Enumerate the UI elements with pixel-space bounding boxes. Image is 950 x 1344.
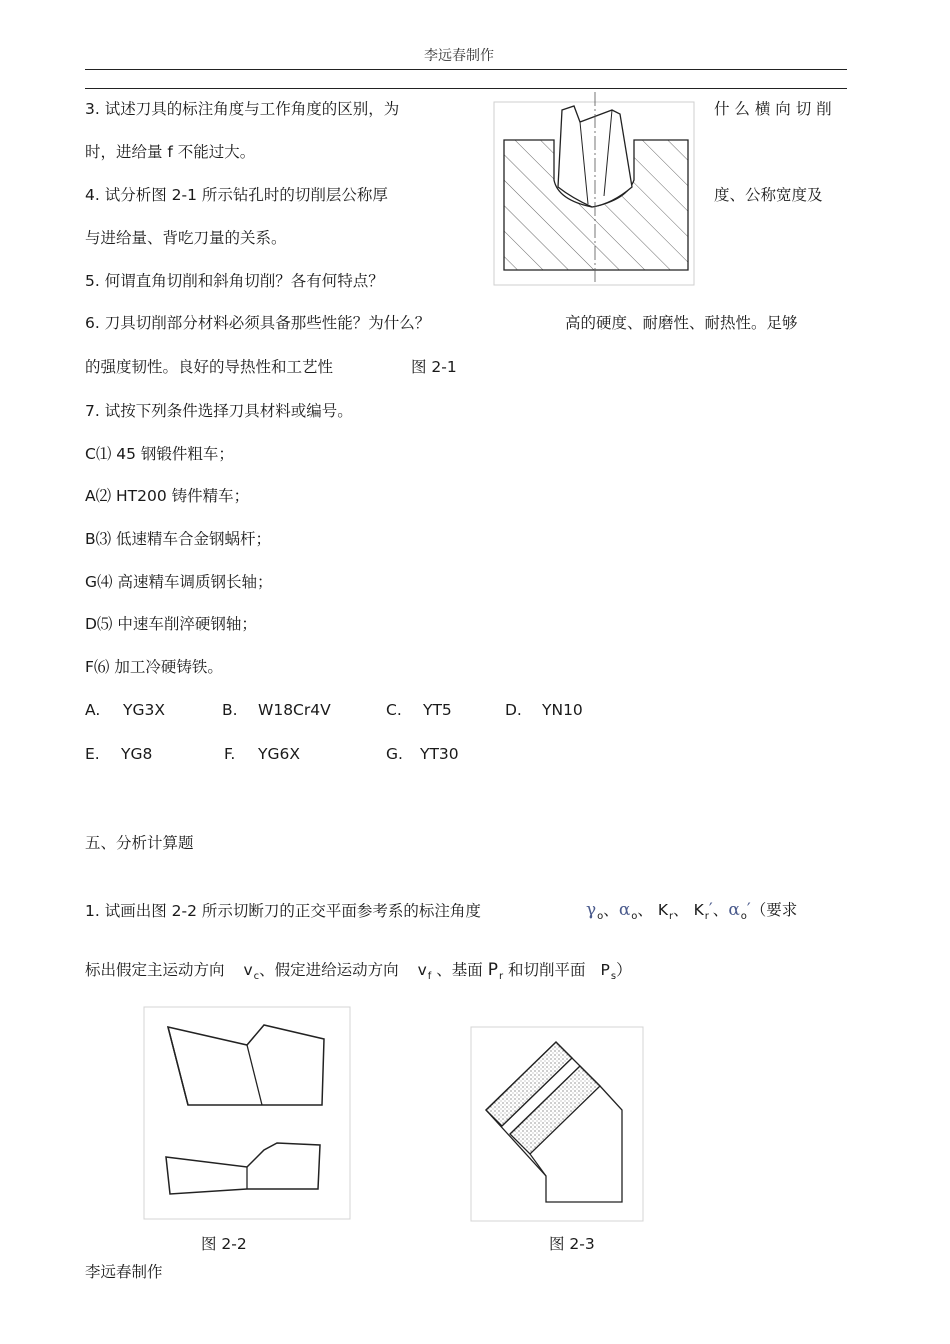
figure-2-3-caption: 图 2-3 xyxy=(549,1235,595,1253)
option-e-value: YG8 xyxy=(121,745,153,763)
ps-symbol: P xyxy=(600,961,610,979)
figure-2-3-angled-tool-diagram xyxy=(470,1026,645,1222)
q7-item-6: F⑹ 加工冷硬铸铁。 xyxy=(85,658,223,676)
header-rule-bottom xyxy=(85,88,847,89)
vc-symbol: v xyxy=(243,961,253,979)
s5-q1-line1-text: 1. 试画出图 2-2 所示切断刀的正交平面参考系的标注角度 xyxy=(85,902,481,920)
q4-line1-left: 4. 试分析图 2-1 所示钻孔时的切削层公称厚 xyxy=(85,186,388,204)
figure-2-2-cutoff-tool-diagram xyxy=(142,1005,352,1221)
alpha-o-prime-sub: o xyxy=(740,911,747,922)
ps-sub: s xyxy=(610,971,617,982)
q7-item-5: D⑸ 中速车削淬硬钢轴； xyxy=(85,615,257,633)
option-a-key: A. xyxy=(85,701,101,719)
figure-2-1-drill-diagram xyxy=(492,92,697,287)
line2-part-e: ） xyxy=(616,961,632,979)
vf-symbol: v xyxy=(417,961,427,979)
page-header-title: 李远春制作 xyxy=(424,48,494,64)
kr-sub: r xyxy=(669,911,674,922)
pr-sub: r xyxy=(498,971,504,982)
option-d-value: YN10 xyxy=(542,701,583,719)
option-b-value: W18Cr4V xyxy=(258,701,331,719)
figure-2-2-caption: 图 2-2 xyxy=(201,1235,247,1253)
pr-symbol: P xyxy=(487,960,498,980)
option-f-value: YG6X xyxy=(258,745,300,763)
kr-prime-sub: r xyxy=(704,911,709,922)
kr-prime-symbol: K xyxy=(693,901,704,919)
option-c-key: C. xyxy=(386,701,402,719)
line2-part-d: 和切削平面 xyxy=(508,961,586,979)
kr-prime-mark: ′ xyxy=(708,900,713,920)
option-g-value: YT30 xyxy=(420,745,459,763)
line2-part-a: 标出假定主运动方向 xyxy=(85,961,225,979)
q4-line2: 与进给量、背吃刀量的关系。 xyxy=(85,229,287,247)
option-a-value: YG3X xyxy=(123,701,165,719)
alpha-o-prime-mark: ′ xyxy=(746,900,751,920)
alpha-o-sub: o xyxy=(631,911,638,922)
q7-title: 7. 试按下列条件选择刀具材料或编号。 xyxy=(85,402,353,420)
q3-line2: 时，进给量 f 不能过大。 xyxy=(85,143,256,161)
gamma-o-symbol: γ xyxy=(586,900,597,920)
option-f-key: F. xyxy=(224,745,236,763)
option-c-value: YT5 xyxy=(423,701,452,719)
q7-item-1: C⑴ 45 钢锻件粗车； xyxy=(85,445,234,463)
vc-sub: c xyxy=(253,971,260,982)
separator-4: 、 xyxy=(712,901,729,919)
q4-line1-right: 度、公称宽度及 xyxy=(714,186,823,204)
line2-part-c: 、基面 xyxy=(436,961,483,979)
page-footer-text: 李远春制作 xyxy=(85,1263,163,1281)
q3-line1-right: 什 么 横 向 切 削 xyxy=(714,100,832,118)
separator-3: 、 xyxy=(673,901,689,919)
q6-line1-right: 高的硬度、耐磨性、耐热性。足够 xyxy=(565,314,798,332)
q5-line1: 5. 何谓直角切削和斜角切削？各有何特点？ xyxy=(85,272,384,290)
q6-line1-left: 6. 刀具切削部分材料必须具备那些性能？为什么？ xyxy=(85,314,431,332)
option-d-key: D. xyxy=(505,701,522,719)
s5-q1-line1-symbols xyxy=(586,900,797,923)
s5-q1-line1-tail: （要求 xyxy=(750,901,798,919)
line2-part-b: 、假定进给运动方向 xyxy=(259,961,399,979)
alpha-o-prime-symbol: α xyxy=(728,900,740,920)
q6-line2-left: 的强度韧性。良好的导热性和工艺性 xyxy=(85,358,334,376)
gamma-o-sub: o xyxy=(597,911,604,922)
option-e-key: E. xyxy=(85,745,100,763)
figure-2-1-caption: 图 2-1 xyxy=(411,358,457,376)
separator-2: 、 xyxy=(637,901,653,919)
q7-item-3: B⑶ 低速精车合金钢蜗杆； xyxy=(85,530,272,548)
q7-item-4: G⑷ 高速精车调质钢长轴； xyxy=(85,573,273,591)
q3-line1-left: 3. 试述刀具的标注角度与工作角度的区别，为 xyxy=(85,100,400,118)
alpha-o-symbol: α xyxy=(618,900,631,920)
kr-symbol: K xyxy=(657,901,669,919)
header-rule-top xyxy=(85,69,847,70)
s5-q1-line2 xyxy=(85,960,632,983)
separator-1: 、 xyxy=(603,901,619,919)
vf-sub: f xyxy=(427,971,432,982)
q7-item-2: A⑵ HT200 铸件精车； xyxy=(85,487,250,505)
option-g-key: G. xyxy=(386,745,403,763)
option-b-key: B. xyxy=(222,701,238,719)
section-5-title: 五、分析计算题 xyxy=(85,834,194,852)
